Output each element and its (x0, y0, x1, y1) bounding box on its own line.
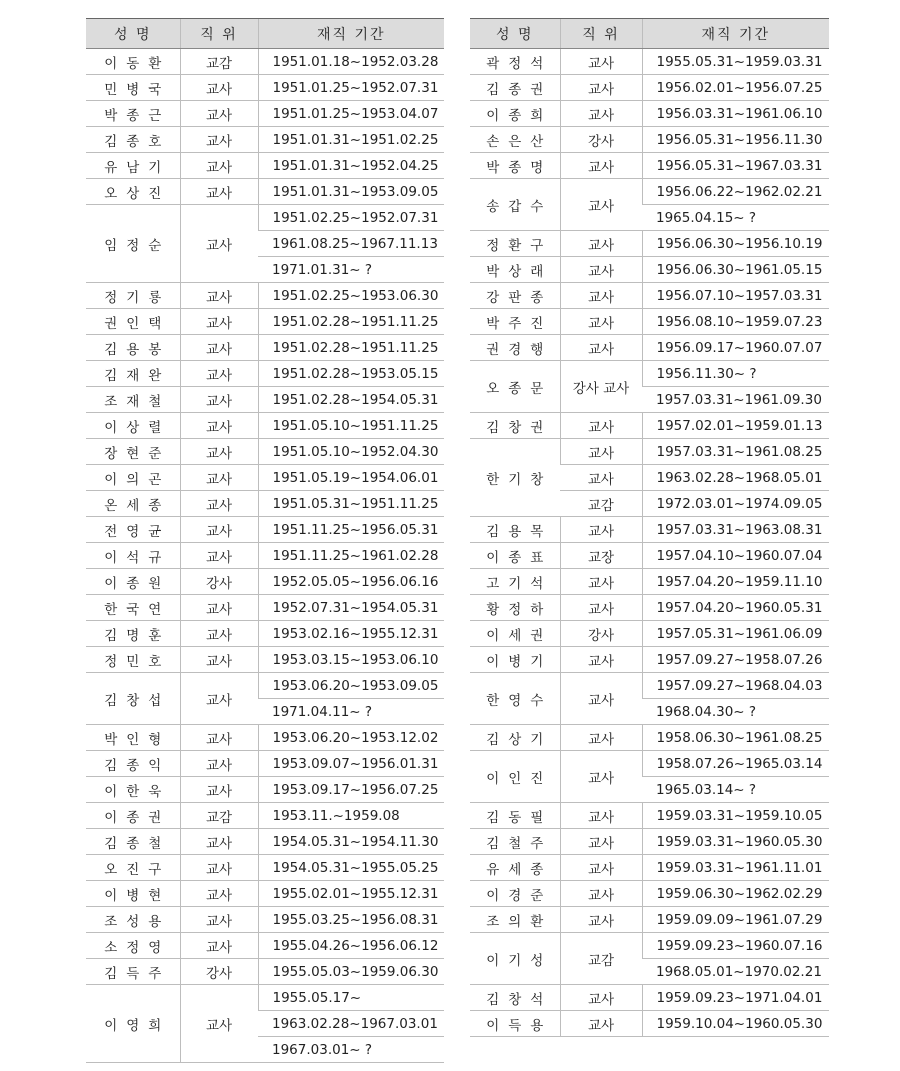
staff-period: 1955.02.01~1955.12.31 (258, 881, 444, 907)
table-row (86, 855, 444, 881)
table-row (86, 543, 444, 569)
staff-name: 강판종 (470, 283, 560, 309)
table-row (86, 569, 444, 595)
staff-table-right-body (470, 49, 829, 1037)
table-row (86, 647, 444, 673)
staff-period: 1951.01.31~1951.02.25 (258, 127, 444, 153)
staff-position: 교사 (560, 673, 642, 725)
staff-name: 이석규 (86, 543, 180, 569)
staff-table-left-body (86, 49, 444, 1063)
header-position: 직 위 (180, 19, 258, 49)
staff-name: 조의환 (470, 907, 560, 933)
staff-name: 박종명 (470, 153, 560, 179)
staff-position: 교사 (560, 647, 642, 673)
staff-period: 1956.05.31~1967.03.31 (642, 153, 829, 179)
staff-period: 1957.04.20~1960.05.31 (642, 595, 829, 621)
staff-period: 1956.07.10~1957.03.31 (642, 283, 829, 309)
staff-name: 김종호 (86, 127, 180, 153)
table-row (86, 127, 444, 153)
staff-position: 교사 (180, 881, 258, 907)
staff-name: 한국연 (86, 595, 180, 621)
staff-position: 교사 (180, 517, 258, 543)
staff-period: 1959.09.23~1971.04.01 (642, 985, 829, 1011)
staff-position: 교사 (560, 881, 642, 907)
staff-name: 이병현 (86, 881, 180, 907)
table-row (86, 309, 444, 335)
staff-position: 교사 (180, 907, 258, 933)
staff-position: 교감 (560, 491, 642, 517)
staff-name: 곽정석 (470, 49, 560, 75)
staff-name: 박상래 (470, 257, 560, 283)
table-row (86, 179, 444, 205)
table-row (470, 283, 829, 309)
staff-period: 1959.03.31~1961.11.01 (642, 855, 829, 881)
table-row (86, 413, 444, 439)
table-row (470, 595, 829, 621)
table-row (86, 465, 444, 491)
staff-period: 1956.02.01~1956.07.25 (642, 75, 829, 101)
staff-period: 1959.10.04~1960.05.30 (642, 1011, 829, 1037)
staff-name: 전영균 (86, 517, 180, 543)
staff-period: 1951.05.19~1954.06.01 (258, 465, 444, 491)
table-row (86, 75, 444, 101)
staff-period: 1959.09.09~1961.07.29 (642, 907, 829, 933)
staff-position: 교사 (180, 101, 258, 127)
staff-name: 이종권 (86, 803, 180, 829)
staff-name: 유남기 (86, 153, 180, 179)
staff-period: 1954.05.31~1955.05.25 (258, 855, 444, 881)
table-row (470, 517, 829, 543)
staff-period: 1957.04.10~1960.07.04 (642, 543, 829, 569)
table-row (86, 205, 444, 231)
table-row (86, 725, 444, 751)
table-row (470, 439, 829, 465)
staff-name: 조성용 (86, 907, 180, 933)
table-row (470, 413, 829, 439)
staff-position: 교사 (560, 1011, 642, 1037)
staff-period: 1956.08.10~1959.07.23 (642, 309, 829, 335)
staff-period: 1959.09.23~1960.07.16 (642, 933, 829, 959)
staff-position: 교감 (560, 933, 642, 985)
staff-name: 이경준 (470, 881, 560, 907)
staff-period: 1956.06.30~1961.05.15 (642, 257, 829, 283)
table-row (470, 881, 829, 907)
staff-name: 장현준 (86, 439, 180, 465)
staff-name: 김종권 (470, 75, 560, 101)
staff-name: 황정하 (470, 595, 560, 621)
table-row (470, 543, 829, 569)
staff-position: 교사 (180, 855, 258, 881)
staff-name: 김상기 (470, 725, 560, 751)
staff-name: 박인형 (86, 725, 180, 751)
staff-period: 1967.03.01~ ? (258, 1037, 444, 1063)
staff-position: 교사 (180, 621, 258, 647)
staff-name: 김명훈 (86, 621, 180, 647)
table-row (86, 777, 444, 803)
table-row (470, 257, 829, 283)
staff-period: 1953.09.17~1956.07.25 (258, 777, 444, 803)
staff-name: 박주진 (470, 309, 560, 335)
table-row (86, 595, 444, 621)
staff-period: 1951.02.28~1954.05.31 (258, 387, 444, 413)
staff-name: 온세종 (86, 491, 180, 517)
staff-position: 강사 (180, 959, 258, 985)
table-row (86, 985, 444, 1011)
staff-period: 1951.01.25~1953.04.07 (258, 101, 444, 127)
table-row (470, 335, 829, 361)
staff-period: 1958.06.30~1961.08.25 (642, 725, 829, 751)
staff-name: 김종철 (86, 829, 180, 855)
table-row (470, 101, 829, 127)
staff-name: 소정영 (86, 933, 180, 959)
staff-position: 교사 (560, 283, 642, 309)
staff-period: 1957.09.27~1958.07.26 (642, 647, 829, 673)
staff-name: 정기룡 (86, 283, 180, 309)
staff-name: 이의곤 (86, 465, 180, 491)
table-row (470, 751, 829, 777)
staff-position: 교사 (180, 335, 258, 361)
staff-position: 교사 (180, 205, 258, 283)
staff-name: 오진구 (86, 855, 180, 881)
table-row (470, 75, 829, 101)
staff-position: 강사 (560, 127, 642, 153)
staff-position: 교사 (560, 49, 642, 75)
staff-period: 1965.04.15~ ? (642, 205, 829, 231)
staff-position: 교사 (560, 751, 642, 803)
staff-name: 김재완 (86, 361, 180, 387)
staff-period: 1972.03.01~1974.09.05 (642, 491, 829, 517)
staff-name: 조재철 (86, 387, 180, 413)
staff-position: 교사 (180, 127, 258, 153)
staff-period: 1956.03.31~1961.06.10 (642, 101, 829, 127)
table-row (470, 153, 829, 179)
table-row (470, 621, 829, 647)
staff-period: 1957.04.20~1959.11.10 (642, 569, 829, 595)
staff-position: 교사 (560, 153, 642, 179)
staff-period: 1957.03.31~1963.08.31 (642, 517, 829, 543)
staff-position: 교사 (560, 439, 642, 465)
staff-period: 1959.03.31~1959.10.05 (642, 803, 829, 829)
staff-name: 김창석 (470, 985, 560, 1011)
table-row (470, 647, 829, 673)
staff-position: 강사 교사 (560, 361, 642, 413)
staff-period: 1957.09.27~1968.04.03 (642, 673, 829, 699)
staff-period: 1951.01.18~1952.03.28 (258, 49, 444, 75)
table-row (470, 829, 829, 855)
staff-position: 교사 (180, 491, 258, 517)
staff-name: 이상렬 (86, 413, 180, 439)
staff-name: 오종문 (470, 361, 560, 413)
header-position: 직 위 (560, 19, 642, 49)
staff-position: 교사 (560, 465, 642, 491)
staff-period: 1951.11.25~1961.02.28 (258, 543, 444, 569)
staff-position: 교사 (560, 309, 642, 335)
table-row (470, 725, 829, 751)
staff-period: 1955.03.25~1956.08.31 (258, 907, 444, 933)
table-row (86, 101, 444, 127)
staff-period: 1953.02.16~1955.12.31 (258, 621, 444, 647)
staff-period: 1968.04.30~ ? (642, 699, 829, 725)
staff-period: 1951.02.28~1951.11.25 (258, 335, 444, 361)
staff-name: 고기석 (470, 569, 560, 595)
staff-period: 1963.02.28~1967.03.01 (258, 1011, 444, 1037)
staff-period: 1951.05.10~1951.11.25 (258, 413, 444, 439)
staff-period: 1957.05.31~1961.06.09 (642, 621, 829, 647)
staff-period: 1951.02.28~1953.05.15 (258, 361, 444, 387)
table-row (86, 881, 444, 907)
staff-period: 1961.08.25~1967.11.13 (258, 231, 444, 257)
staff-name: 김동필 (470, 803, 560, 829)
table-row (86, 621, 444, 647)
staff-name: 김종익 (86, 751, 180, 777)
staff-name: 오상진 (86, 179, 180, 205)
staff-name: 권인택 (86, 309, 180, 335)
staff-name: 이한욱 (86, 777, 180, 803)
staff-position: 교사 (180, 413, 258, 439)
table-header-row (470, 19, 829, 49)
staff-position: 교사 (560, 179, 642, 231)
staff-period: 1953.06.20~1953.12.02 (258, 725, 444, 751)
staff-name: 이인진 (470, 751, 560, 803)
table-header-row (86, 19, 444, 49)
staff-period: 1953.03.15~1953.06.10 (258, 647, 444, 673)
staff-position: 교사 (180, 543, 258, 569)
table-row (86, 933, 444, 959)
staff-period: 1955.05.03~1959.06.30 (258, 959, 444, 985)
staff-period: 1971.01.31~ ? (258, 257, 444, 283)
table-row (86, 907, 444, 933)
staff-period: 1957.03.31~1961.08.25 (642, 439, 829, 465)
staff-position: 교사 (560, 413, 642, 439)
staff-period: 1956.06.22~1962.02.21 (642, 179, 829, 205)
staff-name: 한기창 (470, 439, 560, 517)
header-name: 성 명 (470, 19, 560, 49)
staff-period: 1952.07.31~1954.05.31 (258, 595, 444, 621)
staff-period: 1951.11.25~1956.05.31 (258, 517, 444, 543)
staff-name: 이득용 (470, 1011, 560, 1037)
staff-name: 송갑수 (470, 179, 560, 231)
staff-period: 1971.04.11~ ? (258, 699, 444, 725)
staff-period: 1959.06.30~1962.02.29 (642, 881, 829, 907)
staff-position: 교사 (180, 829, 258, 855)
table-row (470, 1011, 829, 1037)
table-row (86, 673, 444, 699)
staff-name: 임정순 (86, 205, 180, 283)
table-row (470, 985, 829, 1011)
staff-period: 1956.11.30~ ? (642, 361, 829, 387)
staff-name: 박종근 (86, 101, 180, 127)
table-row (86, 751, 444, 777)
staff-period: 1968.05.01~1970.02.21 (642, 959, 829, 985)
table-row (470, 127, 829, 153)
table-row (470, 855, 829, 881)
staff-name: 이종희 (470, 101, 560, 127)
staff-name: 정민호 (86, 647, 180, 673)
staff-period: 1951.05.10~1952.04.30 (258, 439, 444, 465)
table-row (470, 179, 829, 205)
table-row (86, 829, 444, 855)
staff-period: 1957.03.31~1961.09.30 (642, 387, 829, 413)
staff-position: 교사 (560, 569, 642, 595)
staff-position: 교사 (180, 179, 258, 205)
staff-name: 민병국 (86, 75, 180, 101)
table-row (86, 361, 444, 387)
staff-period: 1955.05.31~1959.03.31 (642, 49, 829, 75)
staff-name: 이영희 (86, 985, 180, 1063)
staff-name: 김득주 (86, 959, 180, 985)
staff-position: 교사 (560, 595, 642, 621)
staff-position: 교감 (180, 803, 258, 829)
staff-period: 1956.09.17~1960.07.07 (642, 335, 829, 361)
staff-period: 1953.06.20~1953.09.05 (258, 673, 444, 699)
table-row (86, 153, 444, 179)
staff-period: 1959.03.31~1960.05.30 (642, 829, 829, 855)
staff-position: 교사 (180, 725, 258, 751)
staff-position: 교사 (560, 725, 642, 751)
staff-position: 교사 (560, 517, 642, 543)
staff-name: 김창섭 (86, 673, 180, 725)
staff-period: 1965.03.14~ ? (642, 777, 829, 803)
staff-name: 한영수 (470, 673, 560, 725)
table-row (470, 673, 829, 699)
table-row (470, 803, 829, 829)
staff-period: 1951.02.25~1952.07.31 (258, 205, 444, 231)
table-row (86, 491, 444, 517)
table-row (470, 907, 829, 933)
staff-name: 이기성 (470, 933, 560, 985)
table-row (86, 387, 444, 413)
staff-name: 이세권 (470, 621, 560, 647)
staff-position: 교사 (180, 985, 258, 1063)
staff-position: 교사 (560, 101, 642, 127)
table-row (470, 231, 829, 257)
table-row (470, 309, 829, 335)
staff-position: 교사 (180, 309, 258, 335)
staff-name: 김철주 (470, 829, 560, 855)
staff-name: 김용목 (470, 517, 560, 543)
staff-name: 김창권 (470, 413, 560, 439)
staff-name: 이병기 (470, 647, 560, 673)
staff-period: 1957.02.01~1959.01.13 (642, 413, 829, 439)
staff-period: 1953.09.07~1956.01.31 (258, 751, 444, 777)
staff-period: 1951.05.31~1951.11.25 (258, 491, 444, 517)
staff-table-right (470, 18, 829, 1037)
staff-period: 1951.01.25~1952.07.31 (258, 75, 444, 101)
staff-period: 1954.05.31~1954.11.30 (258, 829, 444, 855)
staff-position: 교사 (180, 751, 258, 777)
staff-position: 교사 (180, 673, 258, 725)
staff-name: 이종표 (470, 543, 560, 569)
table-row (86, 439, 444, 465)
staff-position: 교사 (180, 283, 258, 309)
staff-position: 교사 (560, 75, 642, 101)
staff-name: 유세종 (470, 855, 560, 881)
staff-name: 권경행 (470, 335, 560, 361)
staff-period: 1958.07.26~1965.03.14 (642, 751, 829, 777)
staff-position: 교사 (560, 985, 642, 1011)
staff-position: 교사 (560, 257, 642, 283)
staff-period: 1951.02.25~1953.06.30 (258, 283, 444, 309)
table-row (86, 803, 444, 829)
table-row (470, 569, 829, 595)
table-row (470, 49, 829, 75)
header-period: 재직 기간 (642, 19, 829, 49)
header-period: 재직 기간 (258, 19, 444, 49)
staff-position: 강사 (180, 569, 258, 595)
table-row (86, 959, 444, 985)
staff-position: 교사 (180, 75, 258, 101)
staff-position: 교사 (560, 829, 642, 855)
table-row (86, 283, 444, 309)
staff-position: 교사 (560, 231, 642, 257)
staff-position: 교사 (180, 647, 258, 673)
staff-period: 1956.06.30~1956.10.19 (642, 231, 829, 257)
staff-period: 1955.04.26~1956.06.12 (258, 933, 444, 959)
staff-position: 교사 (180, 387, 258, 413)
staff-period: 1951.01.31~1952.04.25 (258, 153, 444, 179)
staff-position: 교사 (560, 803, 642, 829)
table-row (86, 335, 444, 361)
table-row (86, 49, 444, 75)
staff-period: 1951.01.31~1953.09.05 (258, 179, 444, 205)
staff-position: 교사 (180, 933, 258, 959)
staff-position: 교사 (180, 595, 258, 621)
staff-position: 교사 (180, 777, 258, 803)
staff-name: 이종원 (86, 569, 180, 595)
staff-period: 1963.02.28~1968.05.01 (642, 465, 829, 491)
header-name: 성 명 (86, 19, 180, 49)
staff-period: 1956.05.31~1956.11.30 (642, 127, 829, 153)
staff-period: 1953.11.~1959.08 (258, 803, 444, 829)
staff-name: 김용봉 (86, 335, 180, 361)
staff-period: 1955.05.17~ (258, 985, 444, 1011)
staff-period: 1951.02.28~1951.11.25 (258, 309, 444, 335)
staff-period: 1952.05.05~1956.06.16 (258, 569, 444, 595)
table-row (470, 361, 829, 387)
staff-name: 손은산 (470, 127, 560, 153)
staff-name: 정환구 (470, 231, 560, 257)
staff-position: 교장 (560, 543, 642, 569)
staff-position: 교사 (180, 361, 258, 387)
table-row (470, 933, 829, 959)
staff-position: 교사 (560, 335, 642, 361)
staff-position: 교사 (560, 907, 642, 933)
staff-table-left (86, 18, 444, 1063)
staff-name: 이동환 (86, 49, 180, 75)
staff-position: 강사 (560, 621, 642, 647)
staff-position: 교사 (560, 855, 642, 881)
staff-position: 교사 (180, 439, 258, 465)
table-row (86, 517, 444, 543)
staff-position: 교사 (180, 465, 258, 491)
staff-position: 교사 (180, 153, 258, 179)
staff-position: 교감 (180, 49, 258, 75)
